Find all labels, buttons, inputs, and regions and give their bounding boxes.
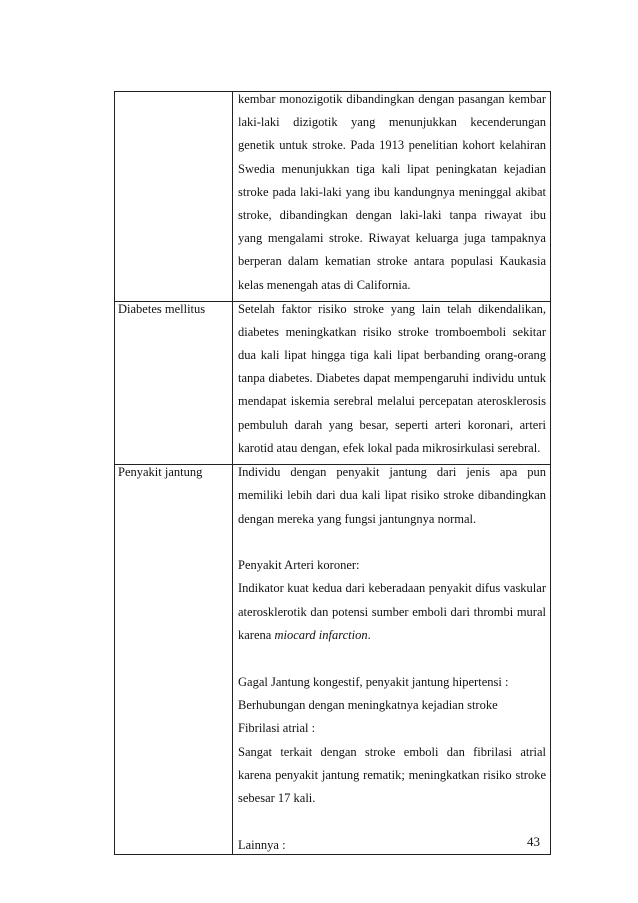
text-line: Indikator kuat kedua dari keberadaan penyakit difus vaskular xyxy=(238,581,546,596)
text-line: karena penyakit jantung rematik; meningkatkan risiko stroke xyxy=(238,767,546,782)
row-description xyxy=(233,465,551,855)
subheading-arteri-koroner: Penyakit Arteri koroner xyxy=(238,558,357,573)
row-description xyxy=(233,301,551,464)
text-fragment: karena xyxy=(238,628,275,643)
text-line: Lainnya : xyxy=(238,837,286,852)
italic-term: miocard infarction xyxy=(274,628,368,643)
table-row xyxy=(115,92,551,302)
row-label xyxy=(115,92,233,302)
risk-factor-table xyxy=(114,91,551,855)
row-description xyxy=(233,92,551,302)
table-row xyxy=(115,301,551,464)
page-number: 43 xyxy=(527,834,540,849)
blank-line xyxy=(238,814,546,837)
text-line: diabetes meningkatkan risiko stroke tromboemboli sekitar xyxy=(238,324,546,339)
text-line: Gagal Jantung kongestif, penyakit jantung hipertensi : xyxy=(238,674,509,689)
row-label: Diabetes mellitus xyxy=(115,301,233,464)
text-line: stroke, dibandingkan dengan laki-laki tanpa riwayat ibu xyxy=(238,207,546,222)
text-line: mendapat iskemia serebral melalui percepatan aterosklerosis xyxy=(238,394,546,409)
text-line: Fibrilasi atrial : xyxy=(238,721,316,736)
text-line: Berhubungan dengan meningkatnya kejadian stroke xyxy=(238,697,498,712)
text-line: aterosklerotik dan potensi sumber emboli dari thrombi mural xyxy=(238,604,546,619)
colon: : xyxy=(356,558,360,573)
table-row xyxy=(115,465,551,855)
text-line xyxy=(238,558,546,581)
text-line: stroke pada laki-laki yang ibu kandungnya meninggal akibat xyxy=(238,184,546,199)
text-line: Swedia menunjukkan tiga kali lipat peningkatan kejadian xyxy=(238,161,546,176)
text-line: berperan dalam kematian stroke antara populasi Kaukasia xyxy=(238,254,546,269)
text-line: dua kali lipat hingga tiga kali lipat berbanding orang-orang xyxy=(238,348,546,363)
text-line: Sangat terkait dengan stroke emboli dan fibrilasi atrial xyxy=(238,744,546,759)
row-label: Penyakit jantung xyxy=(115,465,233,855)
text-line: sebesar 17 kali. xyxy=(238,791,316,806)
blank-line xyxy=(238,651,546,674)
blank-line xyxy=(238,535,546,558)
text-line: kembar monozigotik dibandingkan dengan pasangan kembar xyxy=(238,92,546,106)
text-line: yang mengalami stroke. Riwayat keluarga juga tampaknya xyxy=(238,231,546,246)
text-line xyxy=(238,628,546,651)
text-line: tanpa diabetes. Diabetes dapat mempengaruhi individu untuk xyxy=(238,371,546,386)
period: . xyxy=(367,628,371,643)
text-line: karotid atau dengan, efek lokal pada mikrosirkulasi serebral. xyxy=(238,440,541,455)
text-line: kelas menengah atas di California. xyxy=(238,277,411,292)
text-line: genetik untuk stroke. Pada 1913 penelitian kohort kelahiran xyxy=(238,138,546,153)
text-line: laki-laki dizigotik yang menunjukkan kecenderungan xyxy=(238,115,546,130)
text-line: pembuluh darah yang besar, seperti arteri koronari, arteri xyxy=(238,417,546,432)
text-line: Setelah faktor risiko stroke yang lain telah dikendalikan, xyxy=(238,301,546,316)
text-line: memiliki lebih dari dua kali lipat risiko stroke dibandingkan xyxy=(238,488,546,503)
text-line: dengan mereka yang fungsi jantungnya normal. xyxy=(238,511,477,526)
text-line: Individu dengan penyakit jantung dari jenis apa pun xyxy=(238,465,546,479)
